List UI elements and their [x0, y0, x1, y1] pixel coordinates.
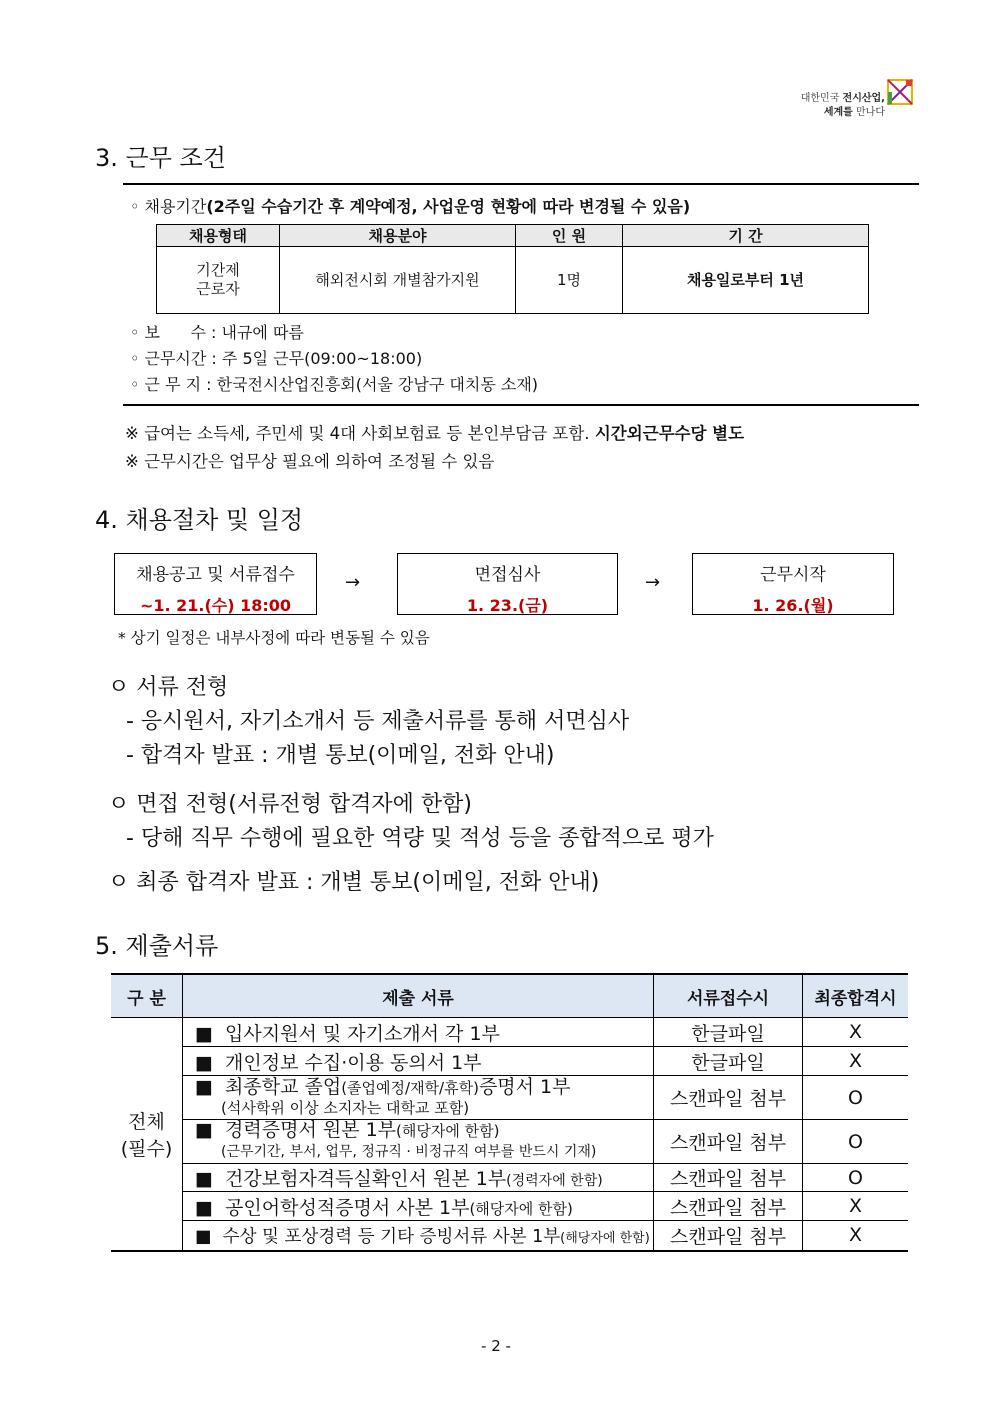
logo-suffix: 만나다 — [856, 107, 885, 118]
header-cell: 제출 서류 — [183, 974, 654, 1018]
logo-bold-1: 전시산업, — [842, 93, 885, 104]
interview-screening: ㅇ 면접 전형(서류전형 합격자에 한함) — [108, 792, 472, 817]
documents-table-header — [111, 974, 908, 1018]
table-row — [111, 1192, 908, 1221]
logo-prefix: 대한민국 — [800, 93, 840, 104]
doc-main: 최종학교 졸업 — [225, 1075, 342, 1098]
final-required: X — [803, 1192, 909, 1221]
doc-main: 건강보험자격득실확인서 원본 1부 — [225, 1168, 507, 1190]
step-date: ~1. 21.(수) 18:00 — [139, 596, 292, 615]
doc-main: 공인어학성적증명서 사본 1부 — [225, 1196, 470, 1219]
submit-format: 스캔파일 첨부 — [654, 1120, 803, 1164]
overtime-note: 시간외근무수당 별도 — [594, 424, 745, 443]
salary-note — [125, 420, 744, 444]
doc-main-small: (해당자에 한함) — [396, 1122, 500, 1140]
category-cell — [111, 1018, 183, 1251]
final-required: O — [803, 1120, 909, 1164]
table-row — [111, 1018, 908, 1047]
arrow-icon: → — [645, 572, 661, 593]
step-interview — [397, 553, 618, 615]
hours-note: ※ 근무시간은 업무상 필요에 의하여 조정될 수 있음 — [125, 452, 495, 471]
doc-main: 입사지원서 및 자기소개서 각 1부 — [225, 1022, 500, 1045]
category-line1: 전체 — [128, 1110, 165, 1133]
section4-title: 4. 채용절차 및 일정 — [95, 506, 304, 534]
document-name: ■ 개인정보 수집·이용 동의서 1부 — [183, 1047, 654, 1076]
salary-note-text: ※ 급여는 소득세, 주민세 및 4대 사회보험료 등 본인부담금 포함. — [125, 424, 590, 443]
document-name: ■ 건강보험자격득실확인서 원본 1부(경력자에 한함) — [183, 1164, 654, 1192]
submit-format: 한글파일 — [654, 1018, 803, 1047]
submit-format: 한글파일 — [654, 1047, 803, 1076]
document-name: ■ 공인어학성적증명서 사본 1부(해당자에 한함) — [183, 1192, 654, 1221]
doc-main: 수상 및 포상경력 등 기타 증빙서류 사본 1부 — [222, 1226, 561, 1247]
employment-table-header — [157, 225, 869, 247]
employment-field: 해외전시회 개별참가지원 — [280, 247, 516, 314]
doc-main-small: (경력자에 한함) — [506, 1173, 603, 1189]
employment-period: 채용일로부터 1년 — [623, 247, 869, 314]
step-start — [692, 553, 894, 615]
section5-title: 5. 제출서류 — [95, 932, 219, 960]
header-cell: 채용형태 — [157, 225, 280, 247]
hours-line: ◦ 근무시간 : 주 5일 근무(09:00~18:00) — [130, 349, 423, 368]
documents-table — [111, 973, 908, 1252]
table-row — [111, 1076, 908, 1120]
category-line2: (필수) — [120, 1137, 173, 1160]
logo-slogan — [795, 92, 885, 120]
doc-main-small: (해당자에 한함) — [560, 1230, 650, 1246]
doc-main-tail: 증명서 1부 — [478, 1075, 571, 1098]
logo-bold-2: 세계를 — [823, 107, 853, 118]
final-required: X — [803, 1047, 909, 1076]
table-row — [111, 1047, 908, 1076]
page-number: - 2 - — [481, 1337, 511, 1355]
table-row — [111, 1221, 908, 1251]
final-required: O — [803, 1076, 909, 1120]
doc-main: 경력증명서 원본 1부 — [225, 1119, 397, 1141]
header-cell: 서류접수시 — [654, 974, 803, 1018]
submit-format: 스캔파일 첨부 — [654, 1076, 803, 1120]
header-cell: 채용분야 — [280, 225, 516, 247]
submit-format: 스캔파일 첨부 — [654, 1221, 803, 1251]
location-line: ◦ 근 무 지 : 한국전시산업진흥회(서울 강남구 대치동 소재) — [130, 375, 539, 394]
step-application — [114, 553, 317, 615]
step-title: 면접심사 — [474, 565, 541, 585]
doc-main: 개인정보 수집·이용 동의서 1부 — [225, 1051, 482, 1074]
final-result: ㅇ 최종 합격자 발표 : 개별 통보(이메일, 전화 안내) — [108, 870, 600, 895]
document-screening: ㅇ 서류 전형 — [108, 675, 229, 700]
type-line2: 근로자 — [196, 280, 240, 298]
pay-line: ◦ 보 수 : 내규에 따름 — [130, 323, 304, 342]
final-required: X — [803, 1018, 909, 1047]
logo-icon — [886, 78, 914, 106]
arrow-icon: → — [345, 572, 361, 593]
document-name: ■ 입사지원서 및 자기소개서 각 1부 — [183, 1018, 654, 1047]
header-cell: 최종합격시 — [803, 974, 909, 1018]
period-line — [130, 194, 690, 217]
table-row — [111, 1120, 908, 1164]
table-row — [111, 1164, 908, 1192]
schedule-note: * 상기 일정은 내부사정에 따라 변동될 수 있음 — [118, 629, 430, 647]
employment-table-row — [157, 247, 869, 314]
final-required: X — [803, 1221, 909, 1251]
step-title: 채용공고 및 서류접수 — [136, 565, 295, 585]
header-cell: 구 분 — [111, 974, 183, 1018]
interview-detail: - 당해 직무 수행에 필요한 역량 및 적성 등을 종합적으로 평가 — [126, 826, 714, 851]
period-note: (2주일 수습기간 후 계약예정, 사업운영 현황에 따라 변경될 수 있음) — [206, 197, 691, 216]
header-cell: 인 원 — [516, 225, 623, 247]
document-result: - 합격자 발표 : 개별 통보(이메일, 전화 안내) — [126, 743, 555, 768]
header-cell: 기 간 — [623, 225, 869, 247]
document-name: ■ 수상 및 포상경력 등 기타 증빙서류 사본 1부(해당자에 한함) — [183, 1221, 654, 1251]
headcount: 1명 — [516, 247, 623, 314]
employment-type — [157, 247, 280, 314]
type-line1: 기간제 — [196, 261, 240, 279]
section3-bottom-rule — [123, 404, 919, 406]
doc-main-small: (해당자에 한함) — [469, 1199, 573, 1218]
document-name: ■ 최종학교 졸업(졸업예정/재학/휴학)증명서 1부 (석사학위 이상 소지자는 대학교 포함) — [183, 1076, 654, 1120]
section3-title: 3. 근무 조건 — [95, 144, 226, 172]
submit-format: 스캔파일 첨부 — [654, 1164, 803, 1192]
submit-format: 스캔파일 첨부 — [654, 1192, 803, 1221]
doc-sub: (석사학위 이상 소지자는 대학교 포함) — [221, 1098, 470, 1117]
employment-table — [156, 224, 869, 314]
step-date: 1. 23.(금) — [466, 596, 549, 615]
step-title: 근무시작 — [760, 565, 826, 585]
final-required: O — [803, 1164, 909, 1192]
step-date: 1. 26.(월) — [752, 596, 834, 615]
document-name: ■ 경력증명서 원본 1부(해당자에 한함) (근무기간, 부서, 업무, 정규직 · 비정규직 여부를 반드시 기재) — [183, 1120, 654, 1164]
document-screening-detail: - 응시원서, 자기소개서 등 제출서류를 통해 서면심사 — [126, 709, 630, 734]
doc-main-small: (졸업예정/재학/휴학) — [341, 1078, 479, 1097]
doc-sub: (근무기간, 부서, 업무, 정규직 · 비정규직 여부를 반드시 기재) — [221, 1144, 597, 1160]
period-label: ◦ 채용기간 — [130, 197, 207, 216]
section3-top-rule — [123, 183, 919, 185]
